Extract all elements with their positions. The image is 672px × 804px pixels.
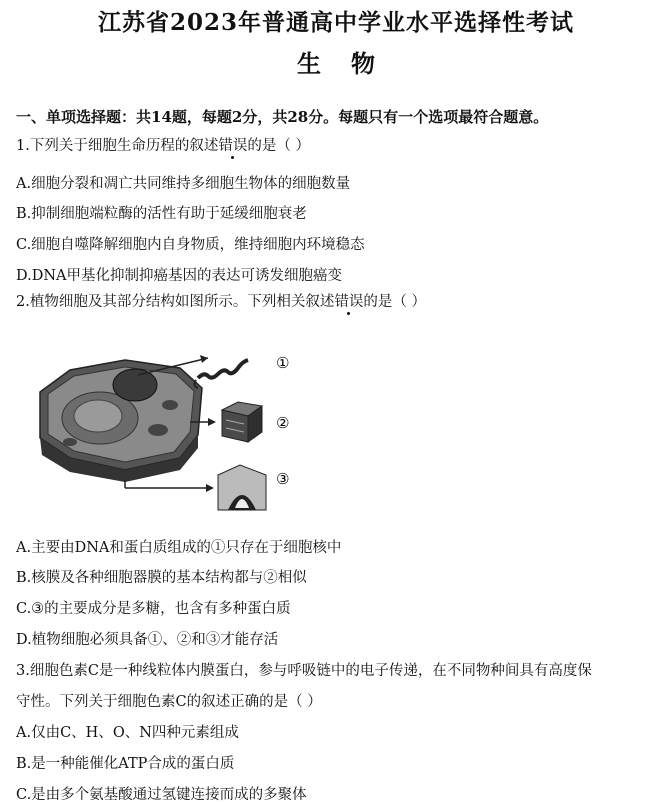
chromatin-structure <box>198 360 248 378</box>
q2-stem-end: 的是（ ） <box>363 294 426 310</box>
q2-option-a[interactable]: A.主要由DNA和蛋白质组成的①只存在于细胞核中 <box>16 540 342 556</box>
q1-stem-text: 1.下列关于细胞生命历程的叙述 <box>16 138 219 154</box>
q1-option-b[interactable]: B.抑制细胞端粒酶的活性有助于延缓细胞衰老 <box>16 206 307 222</box>
q2-option-b[interactable]: B.核膜及各种细胞器膜的基本结构都与②相似 <box>16 570 307 586</box>
plant-cell-illustration <box>40 360 202 482</box>
figure-label-3: ③ <box>276 470 290 488</box>
q3-option-b[interactable]: B.是一种能催化ATP合成的蛋白质 <box>16 756 235 772</box>
q2-option-d[interactable]: D.植物细胞必须具备①、②和③才能存活 <box>16 632 279 648</box>
q2-stem <box>16 290 426 311</box>
q1-emphasis: 错误 <box>218 134 247 155</box>
membrane-structure <box>222 402 262 442</box>
q1-option-a[interactable]: A.细胞分裂和凋亡共同维持多细胞生物体的细胞数量 <box>16 176 351 192</box>
q1-stem <box>16 134 310 155</box>
q1-option-c[interactable]: C.细胞自噬降解细胞内自身物质，维持细胞内环境稳态 <box>16 237 365 253</box>
q3-stem-line-1: 3.细胞色素C是一种线粒体内膜蛋白，参与呼吸链中的电子传递，在不同物种间具有高度保 <box>16 663 592 679</box>
exam-subject: 生物 <box>297 49 405 78</box>
plant-cell-diagram <box>30 330 300 520</box>
q1-option-d[interactable]: D.DNA甲基化抑制抑癌基因的表达可诱发细胞癌变 <box>16 268 343 284</box>
exam-title: 江苏省2023年普通高中学业水平选择性考试 <box>97 9 574 36</box>
q3-stem-line-2: 守性。下列关于细胞色素C的叙述正确的是（ ） <box>16 694 322 710</box>
figure-label-1: ① <box>276 354 290 372</box>
q3-option-c[interactable]: C.是由多个氨基酸通过氢键连接而成的多聚体 <box>16 787 307 803</box>
q3-option-a[interactable]: A.仅由C、H、O、N四种元素组成 <box>16 725 239 741</box>
cell-wall-structure <box>218 465 266 510</box>
plant-cell-figure <box>30 330 300 520</box>
figure-label-2: ② <box>276 414 290 432</box>
q2-option-c[interactable]: C.③的主要成分是多糖，也含有多种蛋白质 <box>16 601 291 617</box>
q1-stem-end: 的是（ ） <box>247 138 310 154</box>
q2-stem-text: 2.植物细胞及其部分结构如图所示。下列相关叙述 <box>16 294 335 310</box>
q2-emphasis: 错误 <box>334 290 363 311</box>
section-heading: 一、单项选择题：共14题，每题2分，共28分。每题只有一个选项最符合题意。 <box>16 108 549 126</box>
